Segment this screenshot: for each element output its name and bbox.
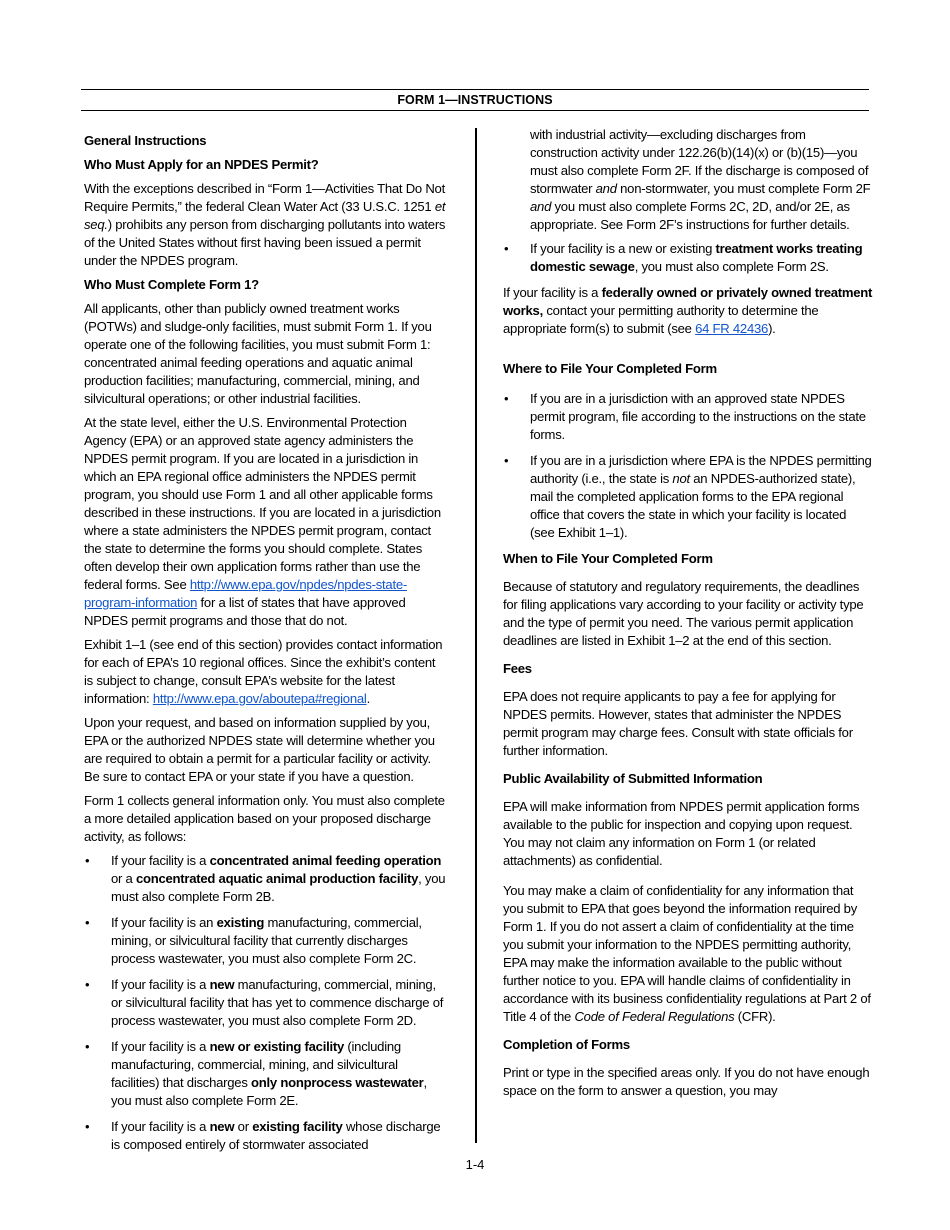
regional-offices-link[interactable]: http://www.epa.gov/aboutepa#regional [152, 691, 367, 706]
treatment-works-list [503, 240, 873, 276]
paragraph-applicants: All applicants, other than publicly owned treatment works (POTWs) and sludge-only facilities, must submit Form 1. If you operate one of the following facilities, you must submit Form 1: concentrated animal feeding operations and aquatic animal production facilities; manufacturing, commercial, mining, and silvicultural operations; or other industrial facilities. [84, 301, 432, 406]
list-item: • If you are in a jurisdiction with an approved state NPDES permit program, file according to the instructions on the state forms. [503, 390, 873, 444]
paragraph-confidentiality: You may make a claim of confidentiality for any information that you submit to EPA that goes beyond the information required by Form 1. If you do not assert a claim of confidentiality at the time you submit your information to the NPDES permitting authority, EPA may make the information available to the public without further notice to you. EPA will handle claims of confidentiality in accordance with its business confidentiality regulations at Part 2 of Title 4 of the Code of Federal Regulations (CFR). [503, 883, 871, 1024]
paragraph-stormwater-continued: with industrial activity—excluding discharges from construction activity under 122.26(b)(14)(x) or (b)(15)—you must also complete Form 2F. If the discharge is composed of stormwater and non-stormwater, you must complete Form 2F and you must also complete Forms 2C, 2D, and/or 2E, as appropriate. See Form 2F’s instructions for further details. [530, 127, 871, 232]
column-divider [475, 128, 477, 1143]
paragraph-request: Upon your request, and based on information supplied by you, EPA or the authorized NPDES state will determine whether you are required to obtain a permit for a particular facility or activity. Be sure to contact EPA or your state if you have a question. [84, 715, 435, 784]
state-program-link[interactable]: http://www.epa.gov/npdes/npdes-state-program-information [84, 577, 407, 610]
left-column [84, 132, 446, 1162]
list-item: • If your facility is a new or existing facility (including manufacturing, commercial, mining, and silvicultural facilities) that discharges only nonprocess wastewater, you must also complete Form 2E. [84, 1038, 446, 1110]
paragraph-form1-general: Form 1 collects general information only. You must also complete a more detailed application based on your proposed discharge activity, as follows: [84, 793, 445, 844]
list-item: • If you are in a jurisdiction where EPA is the NPDES permitting authority (i.e., the state is not an NPDES-authorized state), mail the completed application forms to the EPA regional office that covers the state in which your facility is located (see Exhibit 1–1). [503, 452, 873, 542]
paragraph-fees: EPA does not require applicants to pay a fee for applying for NPDES permits. However, states that administer the NPDES permit program may charge fees. Consult with state officials for further information. [503, 689, 853, 758]
list-item: • If your facility is a concentrated animal feeding operation or a concentrated aquatic animal production facility, you must also complete Form 2B. [84, 852, 446, 906]
paragraph-public-availability: EPA will make information from NPDES permit application forms available to the public for inspection and copying upon request. You may not claim any information on Form 1 (or related attachments) as confidential. [503, 799, 860, 868]
paragraph-exhibit: Exhibit 1–1 (see end of this section) provides contact information for each of EPA’s 10 regional offices. Since the exhibit’s content is subject to change, consult EPA’s website for the latest information: http://www.epa.gov/aboutepa#regional. [84, 637, 443, 706]
list-item: • If your facility is a new or existing facility whose discharge is composed entirely of stormwater associated [84, 1118, 446, 1154]
where-to-file-list [503, 390, 873, 542]
page-number: 1-4 [465, 1157, 485, 1172]
list-item: • If your facility is an existing manufacturing, commercial, mining, or silvicultural facility that currently discharges process wastewater, you must also complete Form 2C. [84, 914, 446, 968]
right-column [503, 126, 873, 1106]
who-must-apply-heading: Who Must Apply for an NPDES Permit? [84, 157, 319, 172]
paragraph-clean-water-act: With the exceptions described in “Form 1—Activities That Do Not Require Permits,” the federal Clean Water Act (33 U.S.C. 1251 et seq.) prohibits any person from discharging pollutants into waters of the United States without first having been issued a permit under the NPDES program. [84, 181, 446, 268]
paragraph-deadlines: Because of statutory and regulatory requirements, the deadlines for filing applications vary according to your facility or activity type and the type of permit you need. The various permit application deadlines are listed in Exhibit 1–2 at the end of this section. [503, 579, 864, 648]
page-title: FORM 1—INSTRUCTIONS [397, 93, 553, 107]
when-to-file-heading: When to File Your Completed Form [503, 551, 713, 566]
list-item: • If your facility is a new or existing treatment works treating domestic sewage, you must also complete Form 2S. [503, 240, 873, 276]
completion-of-forms-heading: Completion of Forms [503, 1037, 630, 1052]
paragraph-federally-owned: If your facility is a federally owned or privately owned treatment works, contact your permitting authority to determine the appropriate form(s) to submit (see 64 FR 42436). [503, 285, 873, 336]
paragraph-completion: Print or type in the specified areas only. If you do not have enough space on the form to answer a question, you may [503, 1065, 870, 1098]
paragraph-state-level: At the state level, either the U.S. Environmental Protection Agency (EPA) or an approved state agency administers the NPDES permit program. If you are located in a jurisdiction in which an EPA regional office administers the NPDES permit program, you should use Form 1 and all other applicable forms described in these instructions. If you are located in a jurisdiction where a state administers the NPDES permit program, contact the state to determine the forms you should complete. States often develop their own application forms rather than use the federal forms. See http://www.epa.gov/npdes/npdes-state-program-information for a list of states that have approved NPDES permit programs and those that do not. [84, 415, 441, 628]
general-instructions-heading: General Instructions [84, 133, 207, 148]
header-rule-top [81, 89, 869, 90]
federal-register-link[interactable]: 64 FR 42436 [695, 321, 769, 336]
form-requirements-list [84, 852, 446, 1154]
public-availability-heading: Public Availability of Submitted Information [503, 771, 763, 786]
fees-heading: Fees [503, 661, 532, 676]
who-must-complete-heading: Who Must Complete Form 1? [84, 277, 259, 292]
header-rule-bottom [81, 110, 869, 111]
where-to-file-heading: Where to File Your Completed Form [503, 361, 717, 376]
list-item: • If your facility is a new manufacturing, commercial, mining, or silvicultural facility that has yet to commence discharge of process wastewater, you must also complete Form 2D. [84, 976, 446, 1030]
